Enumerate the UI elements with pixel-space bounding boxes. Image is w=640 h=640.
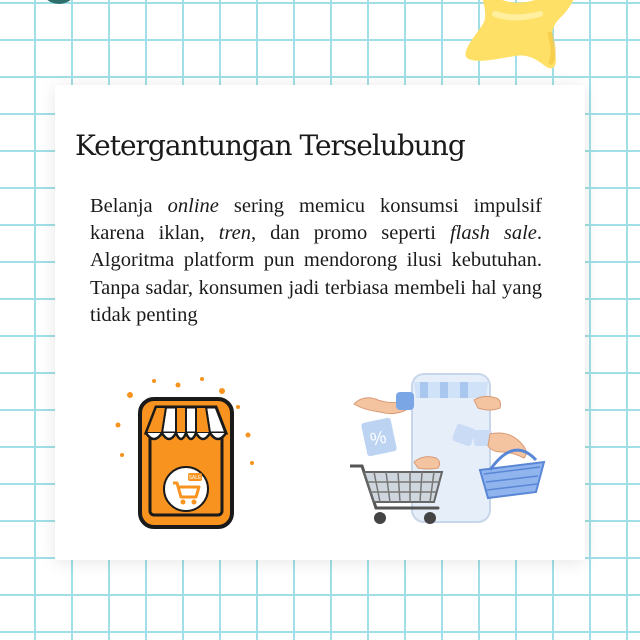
online-shop-phone-icon: [110, 377, 260, 537]
paragraph-text-3: , dan promo seperti: [251, 222, 450, 245]
paragraph-text-4: . Algoritma platform pun mendorong ilusi kebutuhan. Tanpa sadar, konsumen jadi terbiasa membeli hal yang tidak penting: [90, 222, 542, 326]
sale-tag-text: SALE: [188, 475, 202, 481]
percent-tag-text: %: [368, 426, 389, 450]
content-card: [55, 85, 585, 560]
card-title: Ketergantungan Terselubung: [75, 129, 465, 162]
paragraph-emphasis-flash-sale: flash sale: [449, 222, 537, 245]
shopping-cart-phone-icon: [350, 372, 560, 537]
paragraph-emphasis-tren: tren: [218, 222, 252, 245]
card-paragraph: [90, 193, 542, 329]
paragraph-emphasis-online: online: [167, 195, 219, 217]
paragraph-text-1: Belanja: [90, 195, 168, 217]
paragraph-text-2: sering memicu konsumsi impulsif karena iklan,: [90, 195, 542, 245]
star-decoration-icon: [455, 0, 585, 84]
corner-badge: [40, 0, 78, 4]
